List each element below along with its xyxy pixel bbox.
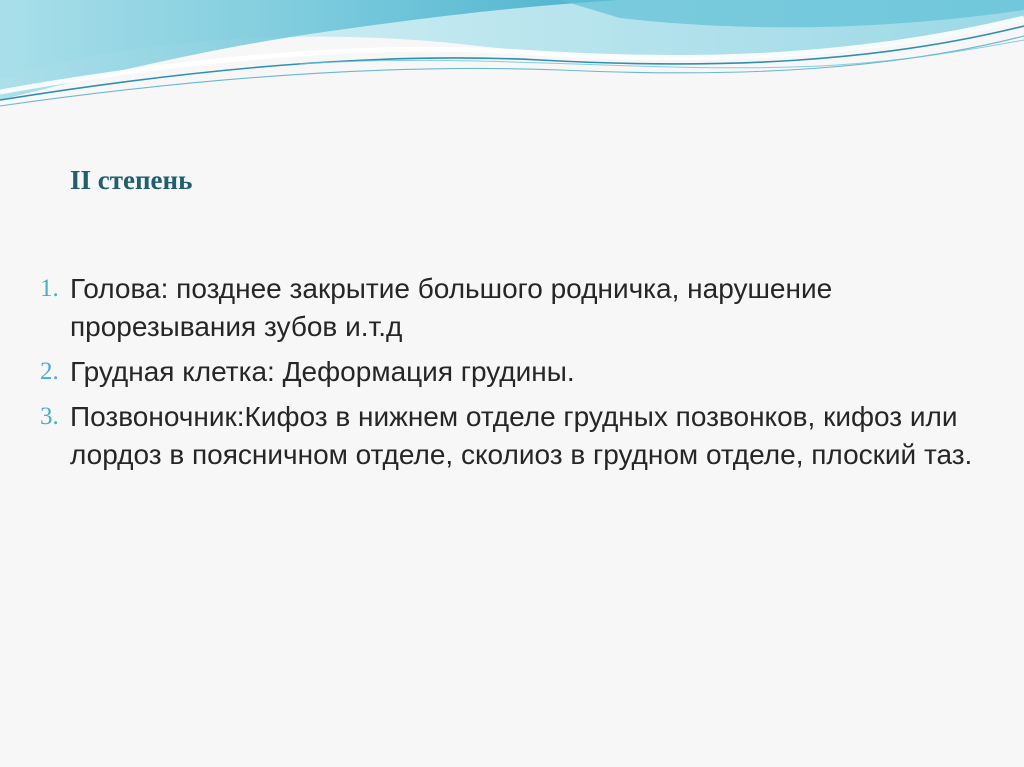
list-item xyxy=(40,270,980,346)
list-item-text: Позвоночник:Кифоз в нижнем отделе грудных позвонков, кифоз или лордоз в поясничном отделе, сколиоз в грудном отделе, плоский таз. xyxy=(70,401,973,470)
numbered-list xyxy=(40,270,980,481)
list-item-number: 1. xyxy=(40,275,59,302)
slide-title: II степень xyxy=(70,165,193,195)
list-item-text: Грудная клетка: Деформация грудины. xyxy=(70,356,575,387)
list-item xyxy=(40,353,980,391)
list-item-text: Голова: позднее закрытие большого родничка, нарушение прорезывания зубов и.т.д xyxy=(70,273,833,342)
header-wave-decoration xyxy=(0,0,1024,130)
list-item-number: 3. xyxy=(40,403,59,430)
list-item-number: 2. xyxy=(40,358,59,385)
list-item xyxy=(40,398,980,474)
